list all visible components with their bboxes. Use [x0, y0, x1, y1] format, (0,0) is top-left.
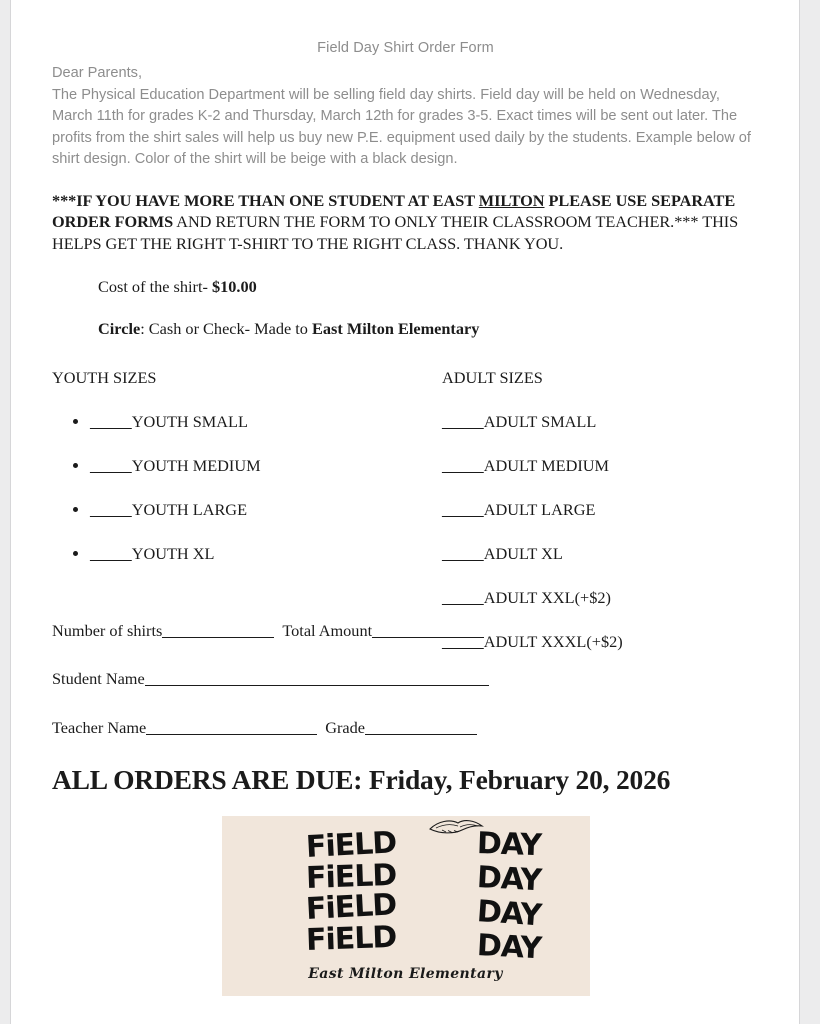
wordmark-field-4: FiELD — [304, 919, 397, 958]
size-blank[interactable]: _____ — [442, 456, 484, 476]
size-blank[interactable]: _____ — [442, 544, 484, 564]
wordmark-field-1: FiELD — [304, 825, 397, 865]
intro-body: The Physical Education Department will be selling field day shirts. Field day will be held on Wednesday, March 11th for grades K-2 and Thursday, March 12th for grades 3-5. Exact times will be sent out later. The profits from the shirt sales will help us buy new P.E. equipment used daily by the students. Example below of shirt design. Color of the shirt will be beige with a black design. — [52, 86, 751, 167]
list-item[interactable] — [90, 544, 432, 564]
wordmark-day-3: DAY — [475, 893, 542, 934]
size-blank[interactable]: _____ — [90, 412, 132, 432]
adult-sizes-heading: ADULT SIZES — [442, 367, 543, 387]
total-amount-label: Total Amount — [282, 620, 373, 640]
list-item[interactable] — [442, 500, 802, 520]
notice-plain-tail: AND RETURN THE FORM TO ONLY THEIR CLASSROOM TEACHER.*** THIS HELPS GET THE RIGHT T-SHIRT TO THE RIGHT CLASS. THANK YOU. — [52, 212, 739, 254]
teacher-name-label: Teacher Name — [52, 717, 147, 737]
student-name-row — [52, 668, 759, 690]
cost-line — [98, 276, 759, 298]
size-blank[interactable]: _____ — [442, 500, 484, 520]
page-title: Field Day Shirt Order Form — [317, 40, 494, 56]
number-of-shirts-label: Number of shirts — [52, 620, 163, 640]
circle-label: Circle — [98, 319, 141, 339]
size-label: YOUTH SMALL — [131, 412, 248, 432]
student-name-input[interactable] — [145, 671, 489, 686]
size-label: ADULT XL — [483, 544, 563, 564]
size-blank[interactable]: _____ — [90, 456, 132, 476]
list-item[interactable] — [442, 412, 802, 432]
shirt-design-image — [222, 816, 590, 996]
notice-bold-tail: PLEASE USE SEPARATE ORDER FORMS — [52, 190, 736, 232]
list-item[interactable] — [442, 632, 802, 652]
size-label: ADULT SMALL — [483, 412, 597, 432]
page-content — [11, 0, 799, 1024]
payment-payee: East Milton Elementary — [312, 319, 480, 339]
size-label: ADULT LARGE — [483, 500, 596, 520]
size-blank[interactable]: _____ — [442, 412, 484, 432]
due-date-value: Friday, February 20, 2026 — [368, 764, 671, 796]
teacher-grade-row — [52, 717, 759, 739]
due-date-prefix: ALL ORDERS ARE DUE: — [52, 764, 369, 796]
size-label: ADULT XXL(+$2) — [483, 588, 611, 608]
wordmark-day-4: DAY — [475, 927, 542, 967]
salutation: Dear Parents, — [52, 65, 143, 81]
list-item[interactable] — [442, 456, 802, 476]
grade-label: Grade — [325, 717, 366, 737]
list-item[interactable] — [442, 588, 802, 608]
cost-amount: $10.00 — [211, 276, 257, 296]
payment-line — [98, 318, 759, 340]
wordmark-day-2: DAY — [475, 859, 542, 899]
youth-sizes-column — [52, 367, 432, 565]
size-blank[interactable]: _____ — [442, 632, 484, 652]
adult-sizes-column — [442, 367, 802, 653]
notice-underlined-word: MILTON — [478, 190, 545, 210]
size-label: YOUTH LARGE — [131, 500, 248, 520]
size-label: YOUTH MEDIUM — [131, 456, 261, 476]
list-item[interactable] — [90, 456, 432, 476]
size-blank[interactable]: _____ — [90, 544, 132, 564]
notice-bold-lead: ***IF YOU HAVE MORE THAN ONE STUDENT AT EAST — [52, 190, 479, 210]
payment-options: : Cash or Check- Made to — [140, 319, 313, 339]
adult-sizes-list — [442, 412, 802, 652]
notice-paragraph — [52, 190, 759, 255]
size-blank[interactable]: _____ — [90, 500, 132, 520]
size-label: ADULT XXXL(+$2) — [483, 632, 623, 652]
list-item[interactable] — [442, 544, 802, 564]
due-date-heading — [52, 764, 759, 796]
size-blank[interactable]: _____ — [442, 588, 484, 608]
size-label: ADULT MEDIUM — [483, 456, 609, 476]
list-item[interactable] — [90, 412, 432, 432]
number-of-shirts-input[interactable] — [162, 623, 274, 638]
intro-paragraph — [52, 63, 759, 171]
cost-label: Cost of the shirt- — [98, 276, 212, 296]
wordmark-field-3: FiELD — [304, 887, 397, 927]
school-name-script: East Milton Elementary — [308, 965, 503, 982]
youth-sizes-list — [52, 412, 432, 564]
document-page — [10, 0, 800, 1024]
youth-sizes-heading: YOUTH SIZES — [52, 367, 157, 387]
shirt-design-figure — [52, 816, 759, 996]
wordmark-day-1: DAY — [475, 825, 542, 864]
student-name-label: Student Name — [52, 669, 145, 689]
grade-input[interactable] — [365, 720, 477, 735]
wordmark-field-2: FiELD — [304, 857, 397, 896]
teacher-name-input[interactable] — [146, 720, 317, 735]
size-label: YOUTH XL — [131, 544, 215, 564]
list-item[interactable] — [90, 500, 432, 520]
